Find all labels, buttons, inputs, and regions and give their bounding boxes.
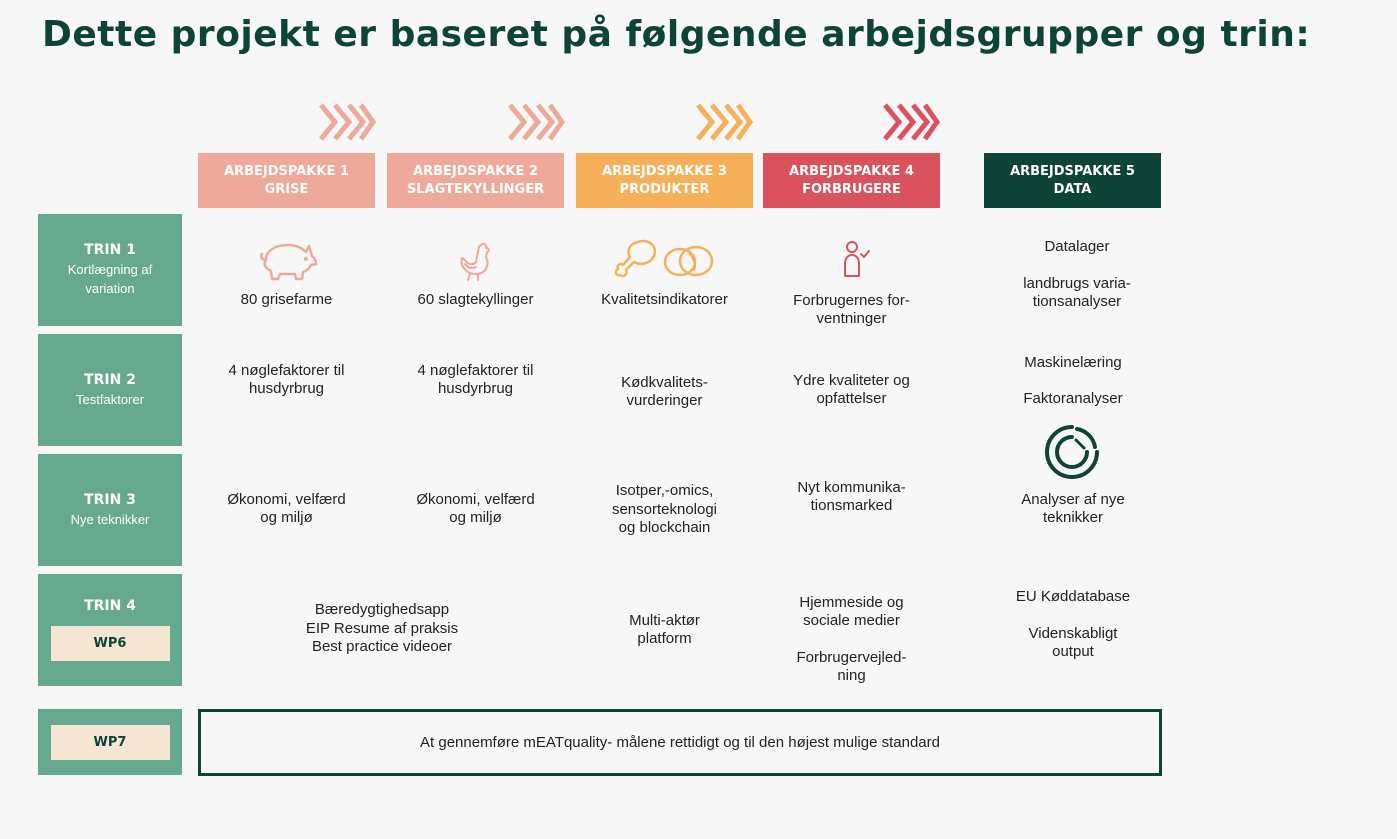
wp6-tag: WP6 — [51, 626, 170, 661]
trin-subtitle: Testfaktorer — [76, 391, 144, 407]
wp-header-line1: ARBEJDSPAKKE 3 — [602, 163, 727, 179]
chevron-arrows-icon — [318, 102, 376, 142]
cell-r4-wp1-2: Bæredygtighedsapp EIP Resume af praksis Best practice videoer — [305, 601, 459, 656]
wp7-goal-text: At gennemføre mEATquality- målene rettidigt og til den højest mulige standard — [420, 734, 940, 751]
wp-header-line2: GRISE — [264, 181, 309, 197]
wp7-label — [38, 709, 182, 775]
cell-r1-wp4: Forbrugernes for- ventninger — [793, 291, 910, 327]
trin-2-label — [38, 334, 182, 446]
cell-r4-wp4-a: Hjemmeside og sociale medier — [799, 593, 904, 629]
trin-subtitle: Kortlægning af variation — [67, 262, 153, 296]
cell-r2-wp1: 4 nøglefaktorer til husdyrbrug — [228, 361, 345, 397]
trin-title: TRIN 1 — [84, 242, 136, 258]
wp7-goal-box — [198, 709, 1162, 776]
wp-header-line1: ARBEJDSPAKKE 2 — [413, 163, 538, 179]
trin-4-label — [38, 574, 182, 686]
wp-header-line1: ARBEJDSPAKKE 1 — [224, 163, 349, 179]
trin-3-label — [38, 454, 182, 566]
wp-header-line2: DATA — [1053, 181, 1092, 197]
cell-r1-wp5-b: landbrugs varia- tionsanalyser — [1023, 274, 1131, 310]
chevron-arrows-icon — [695, 102, 753, 142]
workpackage-2-header — [387, 153, 564, 208]
wp-header-line1: ARBEJDSPAKKE 4 — [789, 163, 914, 179]
cell-r4-wp4-b: Forbrugervejled- ning — [796, 648, 907, 684]
consumer-icon — [840, 240, 870, 280]
cell-r1-wp5-a: Datalager — [1044, 237, 1110, 255]
cell-r1-wp2: 60 slagtekyllinger — [417, 290, 534, 308]
page-title: Dette projekt er baseret på følgende arbejdsgrupper og trin: — [42, 14, 1311, 55]
cell-r3-wp1: Økonomi, velfærd og miljø — [227, 490, 346, 526]
cell-r2-wp2: 4 nøglefaktorer til husdyrbrug — [417, 361, 534, 397]
cell-r2-wp5-b: Faktoranalyser — [1023, 389, 1123, 407]
cell-r4-wp3: Multi-aktør platform — [629, 611, 700, 647]
workpackage-5-header — [984, 153, 1161, 208]
workpackage-1-header — [198, 153, 375, 208]
trin-1-label — [38, 214, 182, 326]
cell-r4-wp5-b: Videnskabligt output — [1028, 624, 1118, 660]
trin-title: TRIN 2 — [84, 371, 136, 388]
cell-r3-wp4: Nyt kommunika- tionsmarked — [797, 478, 906, 514]
trin-subtitle: Nye teknikker — [70, 511, 150, 527]
cell-r1-wp1: 80 grisefarme — [240, 290, 333, 308]
chevron-arrows-icon — [882, 102, 940, 142]
trin-title: TRIN 3 — [84, 491, 136, 508]
workpackage-3-header — [576, 153, 753, 208]
wp-header-line1: ARBEJDSPAKKE 5 — [1010, 163, 1135, 179]
trin-title: TRIN 4 — [84, 598, 136, 614]
meat-icon — [614, 236, 718, 282]
cell-r2-wp5-a: Maskinelæring — [1024, 353, 1122, 371]
wp-header-line2: FORBRUGERE — [802, 181, 901, 197]
cell-r1-wp3: Kvalitetsindikatorer — [601, 290, 728, 308]
pig-icon — [256, 238, 318, 282]
workpackage-4-header — [763, 153, 940, 208]
chicken-icon — [456, 240, 494, 282]
wp7-tag: WP7 — [51, 725, 170, 760]
data-analysis-icon — [1043, 423, 1101, 481]
cell-r2-wp4: Ydre kvaliteter og opfattelser — [793, 371, 910, 407]
cell-r3-wp3: Isotper,-omics, sensorteknologi og blockchain — [611, 482, 718, 537]
cell-r3-wp2: Økonomi, velfærd og miljø — [416, 490, 535, 526]
wp-header-line2: PRODUKTER — [619, 181, 710, 197]
wp-header-line2: SLAGTEKYLLINGER — [406, 181, 545, 197]
cell-r2-wp3: Kødkvalitets- vurderinger — [621, 373, 708, 409]
chevron-arrows-icon — [507, 102, 565, 142]
cell-r3-wp5: Analyser af nye teknikker — [1021, 490, 1125, 526]
cell-r4-wp5-a: EU Køddatabase — [1015, 587, 1131, 605]
